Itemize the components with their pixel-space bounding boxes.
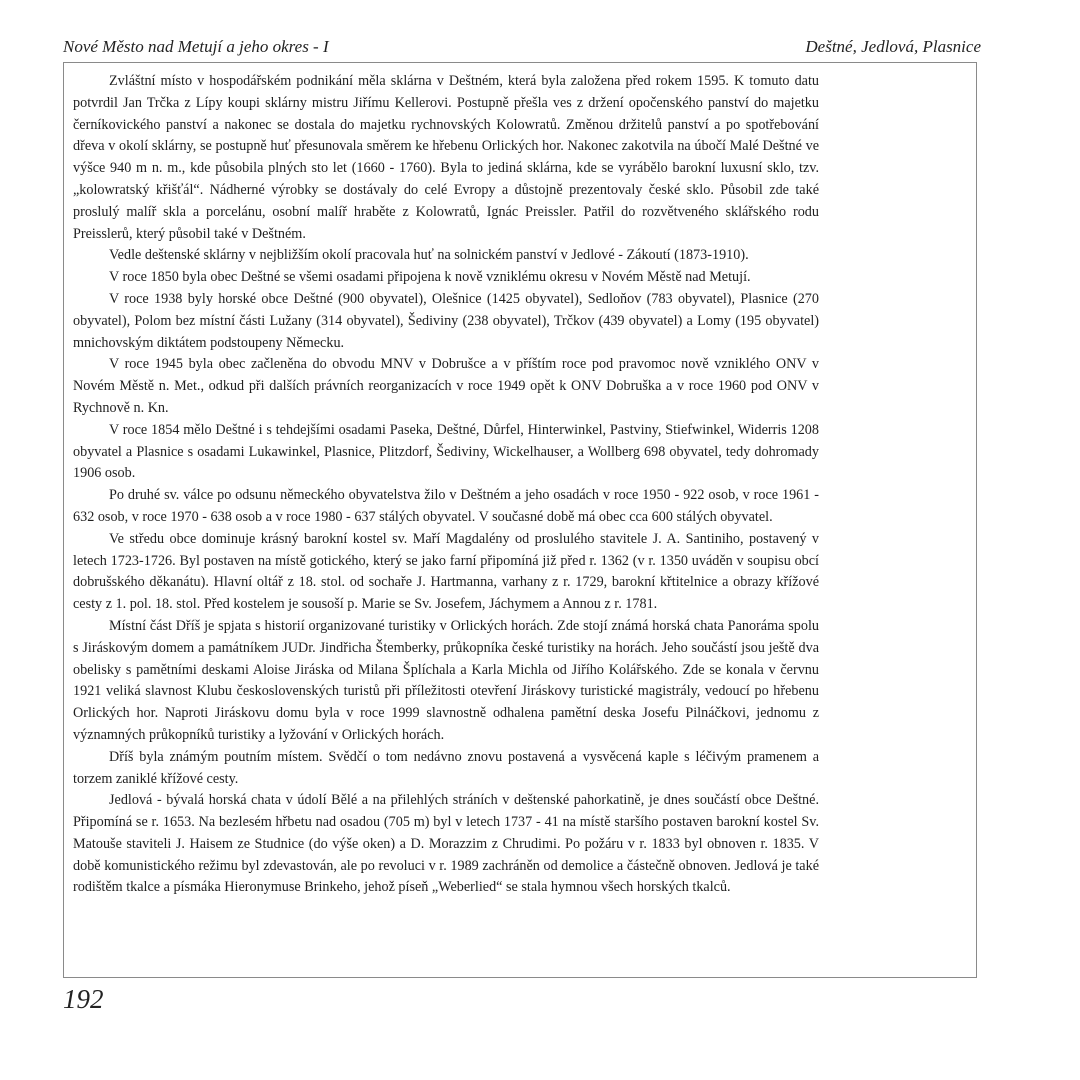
paragraph-1945: V roce 1945 byla obec začleněna do obvodu MNV v Dobrušce a v příštím roce pod pravomoc nově vzniklého ONV v Novém Městě n. Met., odkud při dalších právních reorganizacích v roce 1949 opět k ONV Dobruška a v roce 1960 pod ONV v Rychnově n. Kn. bbox=[73, 356, 819, 416]
paragraph-dris-pilgrimage: Dříš byla známým poutním místem. Svědčí o tom nedávno znovu postavená a vysvěcená kaple s léčivým pramenem a torzem zaniklé křížové cesty. bbox=[73, 748, 819, 787]
paragraph-1938: V roce 1938 byly horské obce Deštné (900 obyvatel), Olešnice (1425 obyvatel), Sedloňov (783 obyvatel), Plasnice (270 obyvatel), Polom bez místní části Lužany (314 obyvatel), Šediviny (238 obyvatel), Trčkov (439 obyvatel) a Lomy (195 obyvatel) mnichovským diktátem podstoupeny Německu. bbox=[73, 290, 819, 351]
paragraph-church: Ve středu obce dominuje krásný barokní kostel sv. Maří Magdalény od proslulého stavitele J. A. Santiniho, postavený v letech 1723-1726. Byl postaven na místě gotického, který se jako farní připomíná již před r. 1362 (v r. 1350 uváděn v soupisu obcí dobrušského děkanátu). Hlavní oltář z 18. stol. od sochaře J. Hartmanna, varhany z r. 1729, barokní křtitelnice a obrazy křížové cesty z 1. pol. 18. stol. Před kostelem je sousoší p. Marie se Sv. Josefem, Jáchymem a Annou z r. 1781. bbox=[73, 530, 819, 613]
header-book-title: Nové Město nad Metují a jeho okres - I bbox=[63, 37, 329, 56]
paragraph-glassworks: Zvláštní místo v hospodářském podnikání měla sklárna v Deštném, která byla založena před rokem 1595. K tomuto datu potvrdil Jan Trčka z Lípy koupi sklárny mistru Jiřímu Kellerovi. Postupně přešla ves z držení opočenského panství do majetku černíkovického panství a nakonec se dostala do majetku rychnovských Kolowratů. Změnou držitelů panství a po spotřebování dřeva v okolí sklárny, se postupně huť přesunovala směrem ke hřebenu Orlických hor. Nakonec zakotvila na úbočí Malé Deštné ve výšce 940 m n. m., kde působila plných sto let (1660 - 1760). Byla to jediná sklárna, kde se vyrábělo barokní luxusní sklo, tzv. „kolowratský křišťál“. Nádherné výrobky se dostávaly do celé Evropy a důstojně prezentovaly české sklo. Působil zde také proslulý malíř skla a porcelánu, osobní malíř hraběte z Kolowratů, Ignác Preissler. Patřil do rozvětveného sklářského rodu Preisslerů, který působil také v Deštném. bbox=[73, 73, 819, 242]
paragraph-jedlova-glassworks: Vedle deštenské sklárny v nejbližším okolí pracovala huť na solnickém panství v Jedlové - Zákoutí (1873-1910). bbox=[109, 247, 749, 264]
paragraph-population: Po druhé sv. válce po odsunu německého obyvatelstva žilo v Deštném a jeho osadách v roce 1950 - 922 osob, v roce 1961 - 632 osob, v roce 1970 - 638 osob a v roce 1980 - 637 stálých obyvatel. V současné době má obec cca 600 stálých obyvatel. bbox=[73, 487, 819, 525]
paragraph-jedlova: Jedlová - bývalá horská chata v údolí Bělé a na přilehlých stráních v deštenské pahorkatině, je dnes součástí obce Deštné. Připomíná se r. 1653. Na bezlesém hřbetu nad osadou (705 m) byl v letech 1737 - 41 na místě staršího postaven barokní kostel Sv. Matouše staviteli J. Haisem ze Studnice (do výše oken) a D. Morazzim z Chrudimi. Po požáru v r. 1833 byl obnoven r. 1835. V době komunistického režimu byl zdevastován, ale po revoluci v r. 1989 zachráněn od demolice a částečně obnoven. Jedlová je také rodištěm tkalce a písmáka Hieronymuse Brinkeho, jehož píseň „Weberlied“ se stala hymnou všech horských tkalců. bbox=[73, 792, 819, 896]
paragraph-1854: V roce 1854 mělo Deštné i s tehdejšími osadami Paseka, Deštné, Důrfel, Hinterwinkel, Pastviny, Stiefwinkel, Widerris 1208 obyvatel a Plasnice s osadami Lukawinkel, Plasnice, Plitzdorf, Šediviny, Wickelhauser, a Wollberg 698 obyvatel, tedy dohromady 1906 osob. bbox=[73, 421, 819, 482]
page-number: 192 bbox=[63, 984, 104, 1014]
header-chapter-title: Deštné, Jedlová, Plasnice bbox=[805, 37, 981, 56]
paragraph-1850: V roce 1850 byla obec Deštné se všemi osadami připojena k nově vzniklému okresu v Novém Městě nad Metují. bbox=[109, 269, 751, 286]
paragraph-dris-tourism: Místní část Dříš je spjata s historií organizované turistiky v Orlických horách. Zde stojí známá horská chata Panoráma spolu s Jiráskovým domem a památníkem JUDr. Jindřicha Štemberky, průkopníka české turistiky na horách. Jeho součástí jsou ještě dva obelisky s pamětními deskami Aloise Jiráska od Milana Šplíchala a Karla Michla od Jiřího Kolářského. Zde se konala v červnu 1921 veliká slavnost Klubu československých turistů při příležitosti otevření Jiráskovy turistické magistrály, vedoucí po hřebenu Orlických hor. Naproti Jiráskovu domu byla v roce 1999 slavnostně odhalena pamětní deska Josefu Pilnáčkovi, jednomu z významných průkopníků turistiky a lyžování v Orlických horách. bbox=[73, 617, 819, 743]
body-text bbox=[73, 71, 819, 899]
running-header bbox=[63, 36, 981, 58]
